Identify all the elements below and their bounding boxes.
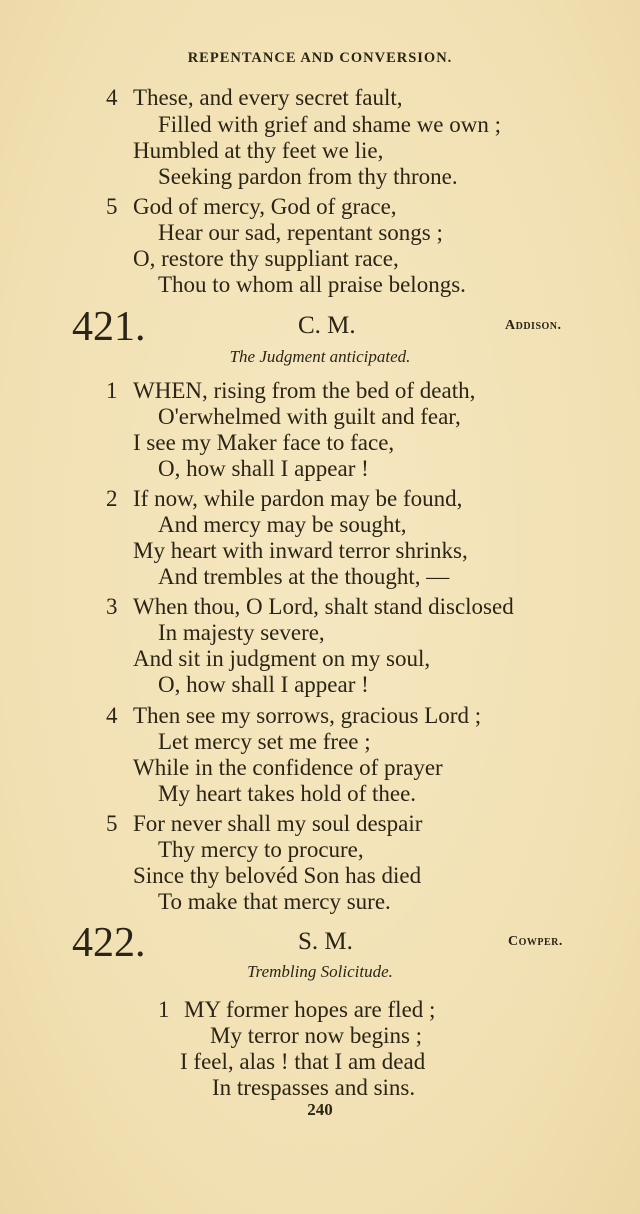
hymn-number: 421. [72,304,146,350]
verse-number: 1 [106,378,118,403]
verse-line: Humbled at thy feet we lie, [133,138,384,163]
verse-line: Hear our sad, repentant songs ; [158,220,443,245]
verse-line: O, how shall I appear ! [158,672,369,697]
hymn-author: Cowper. [508,934,563,949]
hymn-title: The Judgment anticipated. [229,347,411,366]
verse-line: If now, while pardon may be found, [133,486,463,511]
verse-line: I feel, alas ! that I am dead [180,1049,426,1074]
verse-line: Filled with grief and shame we own ; [158,112,502,137]
verse-line: Seeking pardon from thy throne. [158,164,458,189]
verse-line: My heart takes hold of thee. [158,781,417,806]
verse-line: While in the confidence of prayer [133,755,443,780]
verse-number: 3 [106,594,118,619]
verse-line: When thou, O Lord, shalt stand disclosed [133,594,514,619]
verse-line: These, and every secret fault, [133,85,403,110]
verse-line: Thou to whom all praise belongs. [158,272,466,297]
verse-line: My terror now begins ; [210,1023,423,1048]
verse-line: Then see my sorrows, gracious Lord ; [133,703,482,728]
verse-line: O, restore thy suppliant race, [133,246,399,271]
hymn-meter: S. M. [298,928,353,955]
verse-line: My heart with inward terror shrinks, [133,538,468,563]
hymn-number: 422. [72,920,146,966]
verse-line: And mercy may be sought, [158,512,407,537]
verse-line: MY former hopes are fled ; [184,997,436,1022]
verse-line: O'erwhelmed with guilt and fear, [158,404,461,429]
verse-line: In trespasses and sins. [212,1075,416,1100]
verse-line: Thy mercy to procure, [158,837,364,862]
verse-line: In majesty severe, [158,620,325,645]
hymn-title: Trembling Solicitude. [247,962,393,981]
verse-line: And sit in judgment on my soul, [133,646,431,671]
page-number: 240 [307,1100,333,1119]
verse-line: O, how shall I appear ! [158,456,369,481]
verse-line: Let mercy set me free ; [158,729,371,754]
verse-line: For never shall my soul despair [133,811,423,836]
verse-number: 2 [106,486,118,511]
verse-line: WHEN, rising from the bed of death, [133,378,476,403]
verse-number: 4 [106,703,118,728]
verse-number: 4 [106,85,118,110]
hymn-meter: C. M. [298,312,356,339]
verse-number: 1 [158,997,170,1022]
hymn-author: Addison. [505,318,562,333]
verse-line: And trembles at the thought, — [158,564,450,589]
verse-line: Since thy belovéd Son has died [133,863,422,888]
verse-line: God of mercy, God of grace, [133,194,397,219]
verse-line: To make that mercy sure. [158,889,391,914]
verse-number: 5 [106,811,118,836]
running-header: REPENTANCE AND CONVERSION. [187,50,453,66]
verse-number: 5 [106,194,118,219]
verse-line: I see my Maker face to face, [133,430,395,455]
